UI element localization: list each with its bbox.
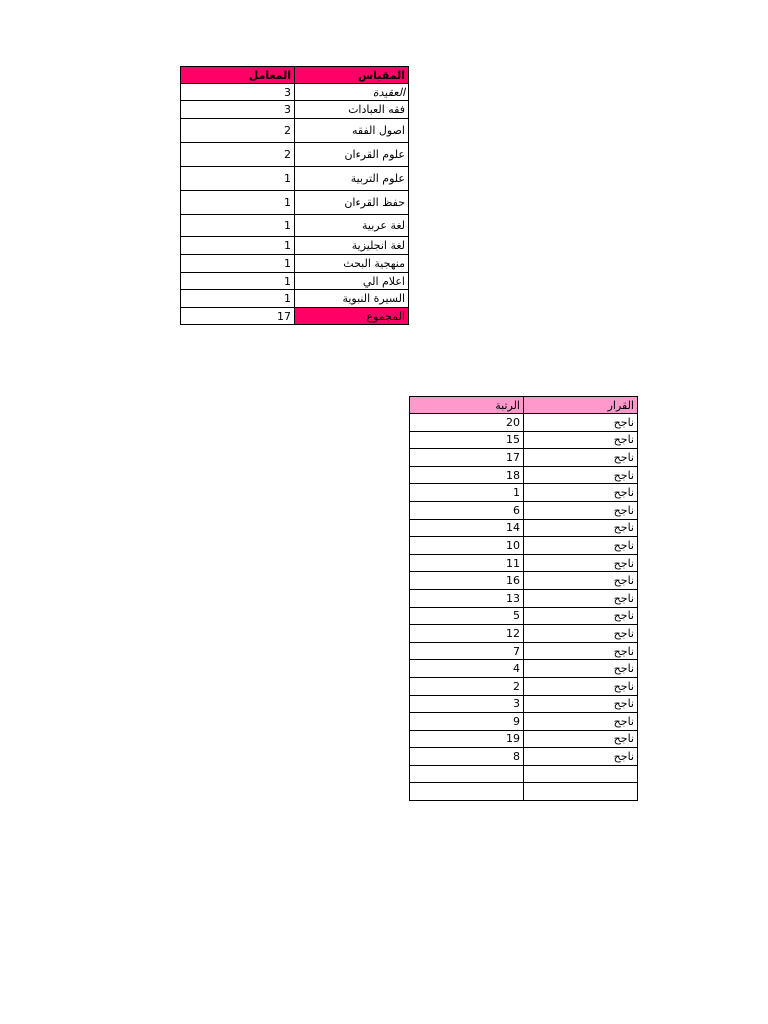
table-row bbox=[410, 765, 638, 783]
coef-cell[interactable]: 1 bbox=[181, 191, 295, 215]
coef-cell[interactable]: 1 bbox=[181, 255, 295, 273]
rank-cell[interactable]: 13 bbox=[410, 589, 524, 607]
table-row bbox=[410, 554, 638, 572]
rank-cell[interactable]: 5 bbox=[410, 607, 524, 625]
table-row bbox=[181, 215, 409, 237]
table-row bbox=[410, 642, 638, 660]
coef-cell[interactable]: 1 bbox=[181, 167, 295, 191]
decision-cell[interactable]: ناجح bbox=[524, 730, 638, 748]
rank-cell[interactable]: 14 bbox=[410, 519, 524, 537]
ranking-header-row bbox=[410, 397, 638, 414]
decision-cell[interactable]: ناجح bbox=[524, 642, 638, 660]
subject-cell[interactable]: فقه العبادات bbox=[295, 101, 409, 119]
coefficients-header-row bbox=[181, 67, 409, 84]
decision-cell[interactable]: ناجح bbox=[524, 677, 638, 695]
decision-cell[interactable]: ناجح bbox=[524, 589, 638, 607]
rank-cell[interactable]: 16 bbox=[410, 572, 524, 590]
table-row bbox=[410, 519, 638, 537]
subject-cell[interactable]: لغة انجليزية bbox=[295, 237, 409, 255]
table-row bbox=[181, 290, 409, 308]
table-row bbox=[410, 501, 638, 519]
rank-cell[interactable]: 17 bbox=[410, 449, 524, 467]
rank-cell[interactable]: 18 bbox=[410, 466, 524, 484]
table-row bbox=[410, 695, 638, 713]
decision-cell[interactable]: ناجح bbox=[524, 695, 638, 713]
decision-cell[interactable]: ناجح bbox=[524, 572, 638, 590]
rank-cell[interactable]: 15 bbox=[410, 431, 524, 449]
rank-cell[interactable]: 8 bbox=[410, 748, 524, 766]
header-rank[interactable]: الرتبة bbox=[410, 397, 524, 414]
subject-text: العقيدة bbox=[372, 85, 405, 99]
rank-cell[interactable]: 1 bbox=[410, 484, 524, 502]
table-row bbox=[410, 713, 638, 731]
rank-cell[interactable]: 20 bbox=[410, 414, 524, 432]
table-row bbox=[410, 414, 638, 432]
rank-cell[interactable]: 3 bbox=[410, 695, 524, 713]
coef-cell[interactable]: 2 bbox=[181, 143, 295, 167]
table-row bbox=[181, 84, 409, 101]
coef-cell[interactable]: 1 bbox=[181, 237, 295, 255]
table-row bbox=[181, 101, 409, 119]
rank-cell[interactable]: 9 bbox=[410, 713, 524, 731]
subject-cell[interactable]: لغة عربية bbox=[295, 215, 409, 237]
subject-cell[interactable]: حفظ القرءان bbox=[295, 191, 409, 215]
rank-cell[interactable] bbox=[410, 783, 524, 801]
decision-cell[interactable]: ناجح bbox=[524, 625, 638, 643]
decision-cell[interactable]: ناجح bbox=[524, 449, 638, 467]
decision-cell[interactable]: ناجح bbox=[524, 501, 638, 519]
table-row bbox=[410, 660, 638, 678]
table-row bbox=[181, 237, 409, 255]
table-row bbox=[410, 431, 638, 449]
decision-cell[interactable]: ناجح bbox=[524, 519, 638, 537]
rank-cell[interactable]: 7 bbox=[410, 642, 524, 660]
rank-cell[interactable]: 19 bbox=[410, 730, 524, 748]
decision-cell[interactable]: ناجح bbox=[524, 414, 638, 432]
subject-cell[interactable]: منهجية البحث bbox=[295, 255, 409, 273]
coefficients-table bbox=[180, 66, 409, 325]
table-row bbox=[410, 730, 638, 748]
decision-cell[interactable]: ناجح bbox=[524, 713, 638, 731]
total-row bbox=[181, 308, 409, 325]
table-row bbox=[410, 748, 638, 766]
table-row bbox=[410, 484, 638, 502]
coef-cell[interactable]: 3 bbox=[181, 101, 295, 119]
header-coef[interactable]: المعامل bbox=[181, 67, 295, 84]
table-row bbox=[410, 537, 638, 555]
coef-cell[interactable]: 1 bbox=[181, 290, 295, 308]
table-row bbox=[181, 191, 409, 215]
table-row bbox=[410, 783, 638, 801]
subject-cell[interactable]: علوم القرءان bbox=[295, 143, 409, 167]
total-label-cell[interactable]: المجموع bbox=[295, 308, 409, 325]
header-subject[interactable]: المقياس bbox=[295, 67, 409, 84]
rank-cell[interactable]: 12 bbox=[410, 625, 524, 643]
table-row bbox=[181, 167, 409, 191]
table-row bbox=[410, 466, 638, 484]
subject-cell[interactable]: علوم التربية bbox=[295, 167, 409, 191]
decision-cell[interactable]: ناجح bbox=[524, 431, 638, 449]
coef-cell[interactable]: 1 bbox=[181, 273, 295, 290]
table-row bbox=[181, 119, 409, 143]
ranking-body bbox=[410, 414, 638, 801]
decision-cell[interactable] bbox=[524, 783, 638, 801]
decision-cell[interactable]: ناجح bbox=[524, 748, 638, 766]
table-row bbox=[410, 449, 638, 467]
subject-cell[interactable]: اعلام الي bbox=[295, 273, 409, 290]
rank-cell[interactable]: 4 bbox=[410, 660, 524, 678]
ranking-table bbox=[409, 396, 638, 801]
decision-cell[interactable]: ناجح bbox=[524, 484, 638, 502]
decision-cell[interactable] bbox=[524, 765, 638, 783]
subject-cell[interactable] bbox=[295, 84, 409, 101]
coef-cell[interactable]: 3 bbox=[181, 84, 295, 101]
table-row bbox=[410, 607, 638, 625]
header-decision[interactable]: القرار bbox=[524, 397, 638, 414]
coef-cell[interactable]: 1 bbox=[181, 215, 295, 237]
table-row bbox=[410, 589, 638, 607]
decision-cell[interactable]: ناجح bbox=[524, 537, 638, 555]
total-coef-cell[interactable]: 17 bbox=[181, 308, 295, 325]
rank-cell[interactable] bbox=[410, 765, 524, 783]
subject-cell[interactable]: اصول الفقه bbox=[295, 119, 409, 143]
table-row bbox=[410, 572, 638, 590]
decision-cell[interactable]: ناجح bbox=[524, 607, 638, 625]
subject-cell[interactable]: السيرة النبوية bbox=[295, 290, 409, 308]
rank-cell[interactable]: 10 bbox=[410, 537, 524, 555]
coef-cell[interactable]: 2 bbox=[181, 119, 295, 143]
table-row bbox=[181, 255, 409, 273]
table-row bbox=[181, 143, 409, 167]
rank-cell[interactable]: 6 bbox=[410, 501, 524, 519]
decision-cell[interactable]: ناجح bbox=[524, 660, 638, 678]
decision-cell[interactable]: ناجح bbox=[524, 466, 638, 484]
table-row bbox=[410, 677, 638, 695]
rank-cell[interactable]: 11 bbox=[410, 554, 524, 572]
rank-cell[interactable]: 2 bbox=[410, 677, 524, 695]
table-row bbox=[181, 273, 409, 290]
decision-cell[interactable]: ناجح bbox=[524, 554, 638, 572]
table-row bbox=[410, 625, 638, 643]
